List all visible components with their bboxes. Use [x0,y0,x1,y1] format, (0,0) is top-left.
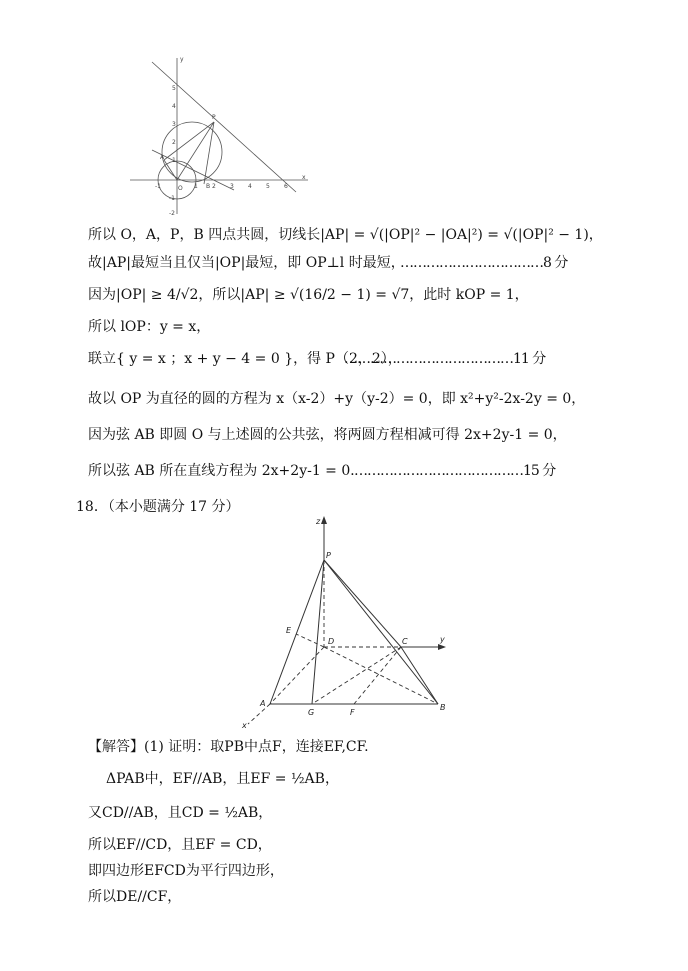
label-d: D [328,637,335,646]
question-18-heading: 18．（本小题满分 17 分） [76,499,240,515]
label-y: y [180,56,184,63]
text-line-8-body: 所以弦 AB 所在直线方程为 2x+2y-1 = 0． [88,463,365,479]
edge-cf [354,647,401,704]
label-x: x [302,174,306,181]
score-11: …………………………………11 分 [344,351,546,367]
tick-x6: 6 [284,183,288,190]
tick-x5: 5 [266,183,270,190]
label-c: C [402,637,408,646]
x-axis-dashed [248,704,270,724]
label-g: G [308,708,315,717]
tick-y4: 4 [172,103,176,110]
text-line-5-body: 联立{ y = x ；x + y − 4 = 0 }，得 P（2，2）， [88,351,402,367]
score-15: …………………………………15 分 [354,463,556,479]
solution-line-5: 即四边形EFCD为平行四边形， [88,863,284,879]
tick-y1: 1 [172,157,176,164]
z-arrow [321,516,327,524]
edge-cb [401,647,438,704]
edge-pc [324,560,401,647]
tick-xm1: -1 [155,183,161,190]
text-line-5 [88,350,578,368]
edge-pb [324,560,438,704]
edge-de [296,634,324,647]
tick-x1: 1 [194,183,198,190]
tick-y2: 2 [172,139,176,146]
label-a: A [160,154,165,161]
edge-db [324,647,438,704]
solution-line-2: ΔPAB中，EF//AB，且EF = ½AB， [106,771,339,787]
solution-line-1: 【解答】(1) 证明：取PB中点F，连接EF,CF. [88,739,369,755]
label-b: B [440,703,446,712]
text-line-2-body: 故|AP|最短当且仅当|OP|最短，即 OP⊥l 时最短， [88,255,405,271]
solution-line-3: 又CD//AB，且CD = ½AB， [88,805,273,821]
label-p: P [212,114,216,121]
y-arrow [438,644,446,650]
text-line-6: 故以 OP 为直径的圆的方程为 x（x-2）+y（y-2）= 0，即 x²+y²-2x-2y = 0， [88,391,586,407]
solution-line-4: 所以EF//CD，且EF = CD， [88,837,272,853]
coordinate-figure [122,52,314,222]
label-a: A [260,699,266,708]
edge-pg [312,560,324,704]
text-line-4: 所以 lOP：y = x， [88,319,211,335]
label-z: z [316,517,321,526]
text-line-7: 因为弦 AB 即圆 O 与上述圆的公共弦，将两圆方程相减可得 2x+2y-1 = 0， [88,427,567,443]
label-x: x [242,721,247,730]
tick-x2: 2 [212,183,216,190]
edge-pa [270,560,324,704]
pyramid-figure [236,516,460,732]
label-b: B [206,183,211,190]
tick-y3: 3 [172,121,176,128]
text-line-2 [88,254,578,272]
text-line-8 [88,462,578,480]
tick-x3: 3 [230,183,234,190]
segment-pb [204,122,214,184]
label-f: F [350,708,355,717]
label-p: P [326,551,331,560]
tick-ym2: -2 [169,210,175,217]
tick-y5: 5 [172,85,176,92]
label-e: E [286,626,292,635]
score-8: ……………………………8 分 [400,255,568,271]
tick-ym1: -1 [169,195,175,202]
tick-x4: 4 [248,183,252,190]
label-o: O [178,185,183,192]
text-line-1: 所以 O，A，P，B 四点共圆，切线长|AP| = √(|OP|² − |OA|²) = √(|OP|² − 1)， [88,227,603,243]
circle-op [162,122,222,182]
text-line-3: 因为|OP| ≥ 4/√2，所以|AP| ≥ √(16/2 − 1) = √7，此时 kOP = 1， [88,287,529,303]
label-y: y [440,635,445,644]
solution-line-6: 所以DE//CF， [88,889,182,905]
edge-cg [312,647,401,704]
